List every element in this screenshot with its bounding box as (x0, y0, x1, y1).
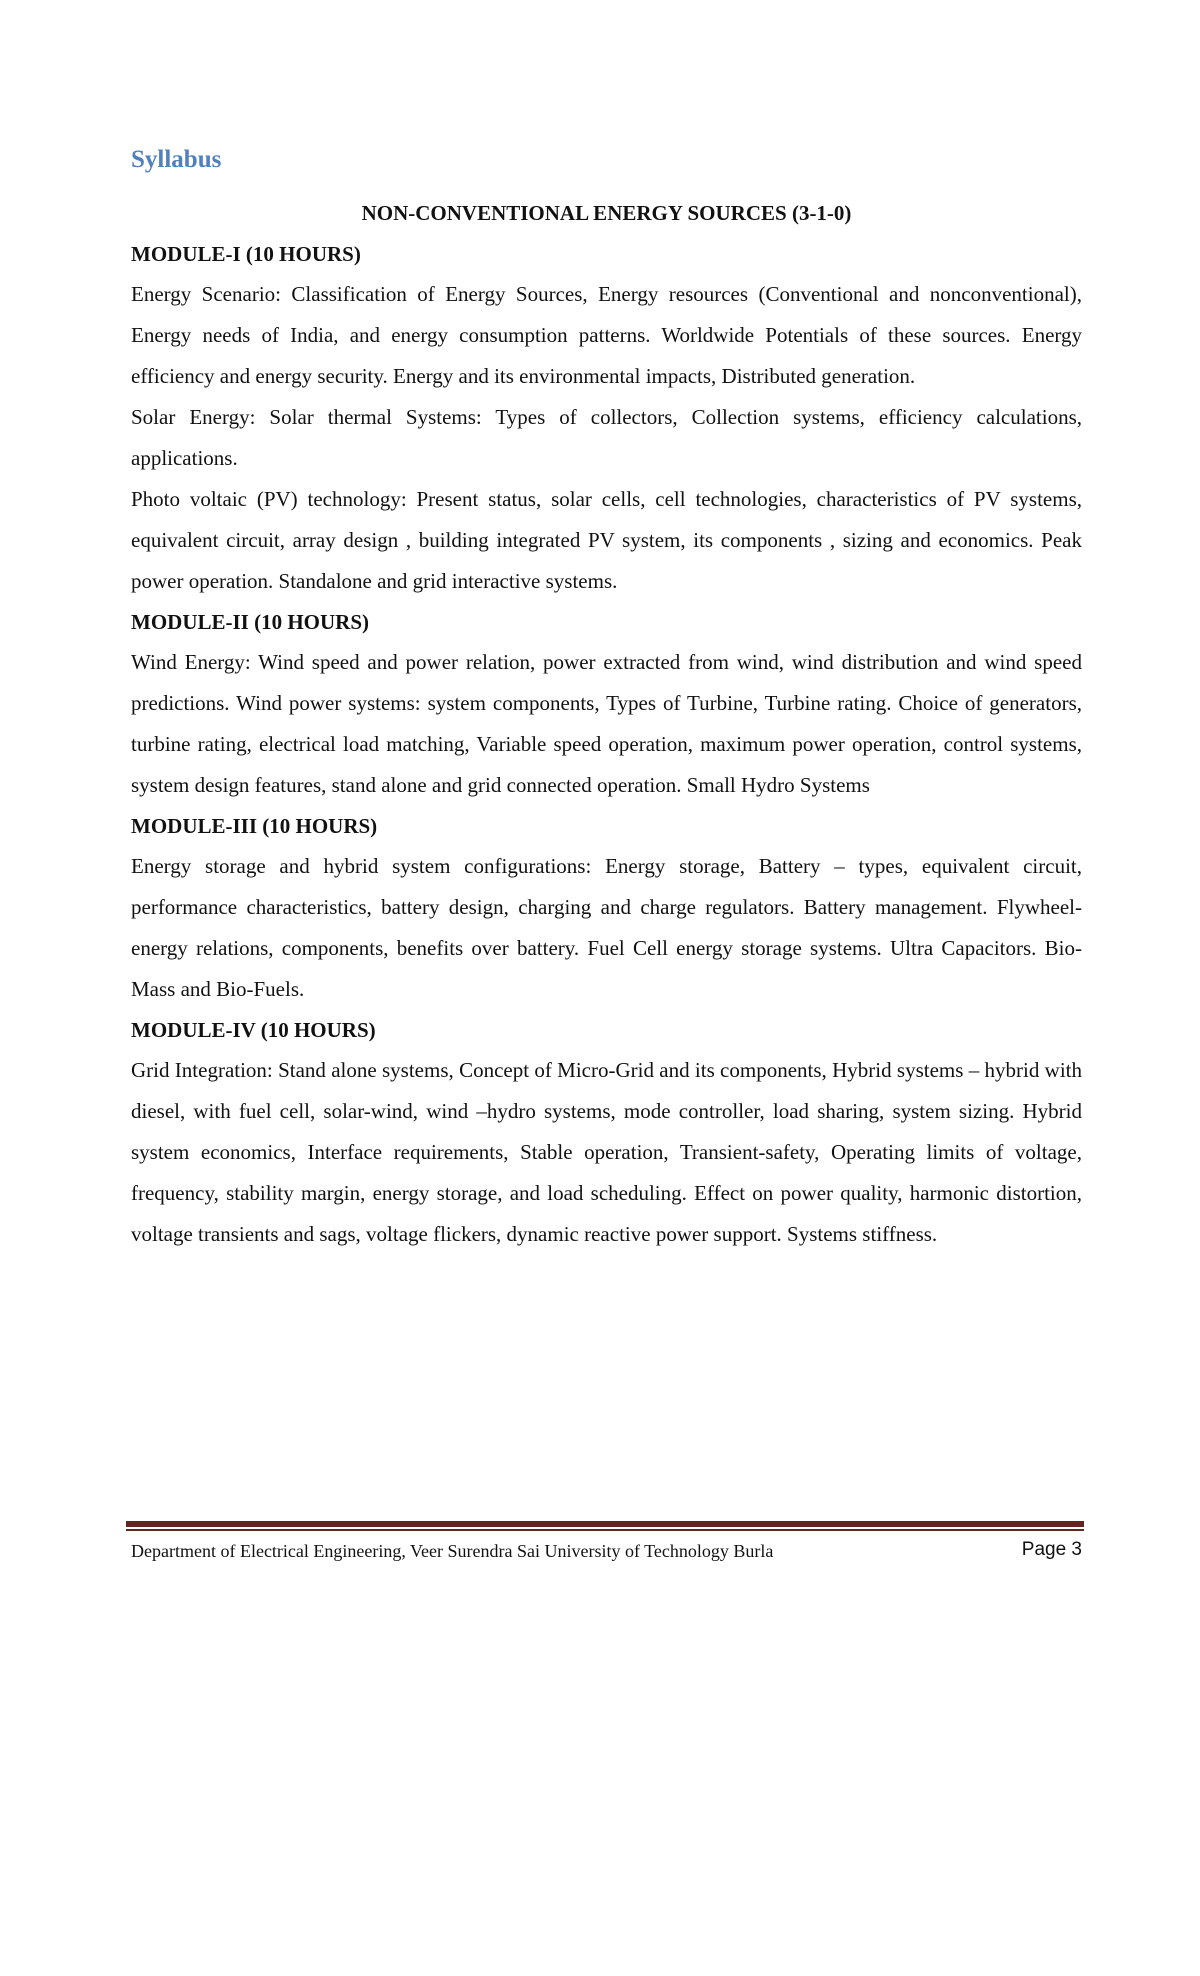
module-paragraph: Energy storage and hybrid system configurations: Energy storage, Battery – types, equivalent circuit, performance characteristics, battery design, charging and charge regulators. Battery management. Flywheel-energy relations, components, benefits over battery. Fuel Cell energy storage systems. Ultra Capacitors. Bio-Mass and Bio-Fuels. (131, 854, 1082, 1001)
module-section (131, 806, 1082, 1010)
module-title: MODULE-I (10 HOURS) (131, 242, 361, 266)
module-section (131, 234, 1082, 602)
module-section (131, 602, 1082, 806)
page-number: Page 3 (1021, 1539, 1082, 1560)
course-title: NON-CONVENTIONAL ENERGY SOURCES (3-1-0) (361, 201, 852, 225)
module-paragraph: Energy Scenario: Classification of Energy Sources, Energy resources (Conventional and nonconventional), Energy needs of India, and energy consumption patterns. Worldwide Potentials of these sources. Energy efficiency and energy security. Energy and its environmental impacts, Distributed generation. (131, 282, 1082, 388)
footer-department: Department of Electrical Engineering, Veer Surendra Sai University of Technology Burla (131, 1541, 774, 1561)
footer-rule-thin (126, 1529, 1084, 1531)
module-section (131, 1010, 1082, 1255)
module-title: MODULE-III (10 HOURS) (131, 814, 378, 838)
footer-rule (126, 1521, 1084, 1527)
module-title: MODULE-IV (10 HOURS) (131, 1018, 376, 1042)
page-heading: Syllabus (131, 146, 222, 173)
document-body (131, 140, 1082, 1255)
module-paragraph: Solar Energy: Solar thermal Systems: Types of collectors, Collection systems, efficiency calculations, applications. (131, 405, 1082, 470)
module-paragraph: Wind Energy: Wind speed and power relation, power extracted from wind, wind distribution and wind speed predictions. Wind power systems: system components, Types of Turbine, Turbine rating. Choice of generators, turbine rating, electrical load matching, Variable speed operation, maximum power operation, control systems, system design features, stand alone and grid connected operation. Small Hydro Systems (131, 650, 1082, 797)
module-title: MODULE-II (10 HOURS) (131, 610, 370, 634)
module-paragraph: Photo voltaic (PV) technology: Present status, solar cells, cell technologies, characteristics of PV systems, equivalent circuit, array design , building integrated PV system, its components , sizing and economics. Peak power operation. Standalone and grid interactive systems. (131, 487, 1082, 593)
module-paragraph: Grid Integration: Stand alone systems, Concept of Micro-Grid and its components, Hybrid systems – hybrid with diesel, with fuel cell, solar-wind, wind –hydro systems, mode controller, load sharing, system sizing. Hybrid system economics, Interface requirements, Stable operation, Transient-safety, Operating limits of voltage, frequency, stability margin, energy storage, and load scheduling. Effect on power quality, harmonic distortion, voltage transients and sags, voltage flickers, dynamic reactive power support. Systems stiffness. (131, 1058, 1082, 1246)
